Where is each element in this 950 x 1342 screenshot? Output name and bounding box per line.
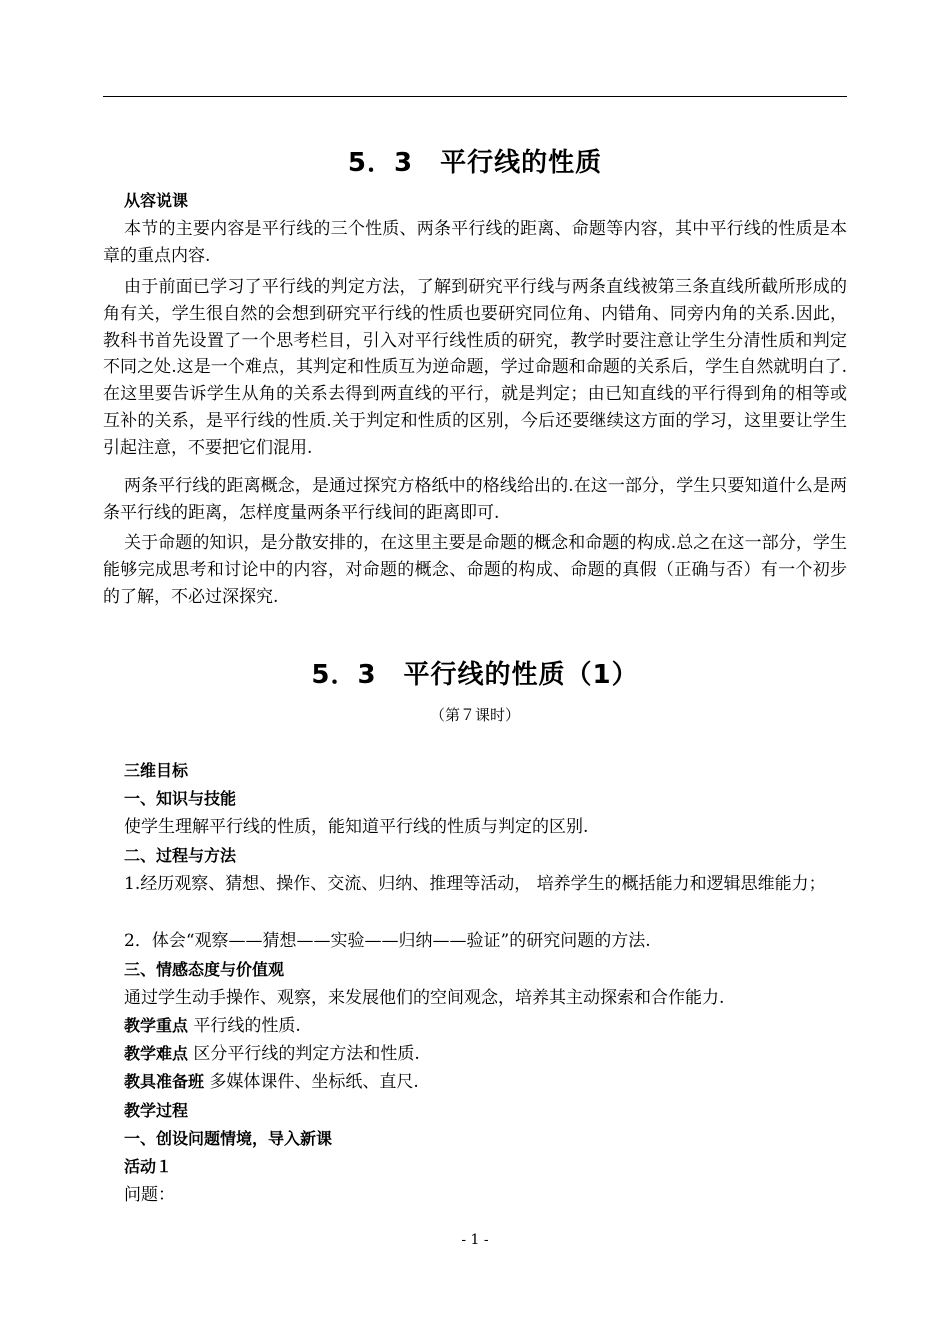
- key-point-text: 平行线的性质.: [188, 1016, 301, 1036]
- intro-paragraph-2: 由于前面已学习了平行线的判定方法，了解到研究平行线与两条直线被第三条直线所截所形成的角有关，学生很自然的会想到研究平行线的性质也要研究同位角、内错角、同旁内角的关系.因此，教科书首先设置了一个思考栏目，引入对平行线性质的研究，教学时要注意让学生分清性质和判定不同之处.这是一个难点，其判定和性质互为逆命题，学过命题和命题的关系后，学生自然就明白了.在这里要告诉学生从角的关系去得到两直线的平行，就是判定；由已知直线的平行得到角的相等或互补的关系，是平行线的性质.关于判定和性质的区别，今后还要继续这方面的学习，这里要让学生引起注意，不要把它们混用.: [103, 277, 847, 458]
- knowledge-heading: 一、知识与技能: [124, 789, 237, 808]
- intro-paragraph-1: 本节的主要内容是平行线的三个性质、两条平行线的距离、命题等内容，其中平行线的性质是本章的重点内容.: [103, 219, 847, 266]
- attitude-heading: 三、情感态度与价值观: [124, 960, 285, 979]
- tools-label: 教具准备班: [124, 1072, 205, 1091]
- intro-heading: 从容说课: [124, 191, 189, 210]
- goals-heading: 三维目标: [124, 761, 189, 780]
- process-goal-heading: 二、过程与方法: [124, 846, 237, 865]
- intro-paragraph-4: 关于命题的知识，是分散安排的，在这里主要是命题的概念和命题的构成.总之在这一部分，学生能够完成思考和讨论中的内容，对命题的概念、命题的构成、命题的真假（正确与否）有一个初步的了解，不必过深探究.: [103, 533, 847, 607]
- question-label: 问题：: [124, 1185, 175, 1205]
- header-rule: [103, 96, 847, 97]
- attitude-text: 通过学生动手操作、观察，来发展他们的空间观念，培养其主动探索和合作能力.: [124, 988, 725, 1008]
- teaching-process-heading: 教学过程: [124, 1101, 189, 1120]
- lesson-subtitle: （第７课时）: [429, 706, 520, 724]
- tools-row: [124, 1069, 847, 1095]
- process-goal-item-2: 2．体会“观察——猜想——实验——归纳——验证”的研究问题的方法.: [124, 931, 651, 951]
- process-goal-item-1: 1.经历观察、猜想、操作、交流、归纳、推理等活动， 培养学生的概括能力和逻辑思维能力；: [124, 874, 826, 894]
- section-title: 5．3 平行线的性质: [347, 148, 603, 178]
- tools-text: 多媒体课件、坐标纸、直尺.: [204, 1072, 419, 1092]
- difficulty-text: 区分平行线的判定方法和性质.: [188, 1044, 420, 1064]
- difficulty-label: 教学难点: [124, 1044, 189, 1063]
- page-number: - 1 -: [461, 1232, 489, 1248]
- intro-paragraph-3: 两条平行线的距离概念，是通过探究方格纸中的格线给出的.在这一部分，学生只要知道什么是两条平行线的距离，怎样度量两条平行线间的距离即可.: [103, 476, 847, 523]
- difficulty-row: [124, 1041, 847, 1067]
- key-point-label: 教学重点: [124, 1016, 189, 1035]
- key-point-row: [124, 1013, 847, 1039]
- lesson-title: 5．3 平行线的性质（1）: [311, 660, 639, 690]
- knowledge-text: 使学生理解平行线的性质，能知道平行线的性质与判定的区别.: [124, 817, 589, 837]
- step-1-heading: 一、创设问题情境，导入新课: [124, 1129, 333, 1148]
- activity-heading: 活动１: [124, 1157, 173, 1176]
